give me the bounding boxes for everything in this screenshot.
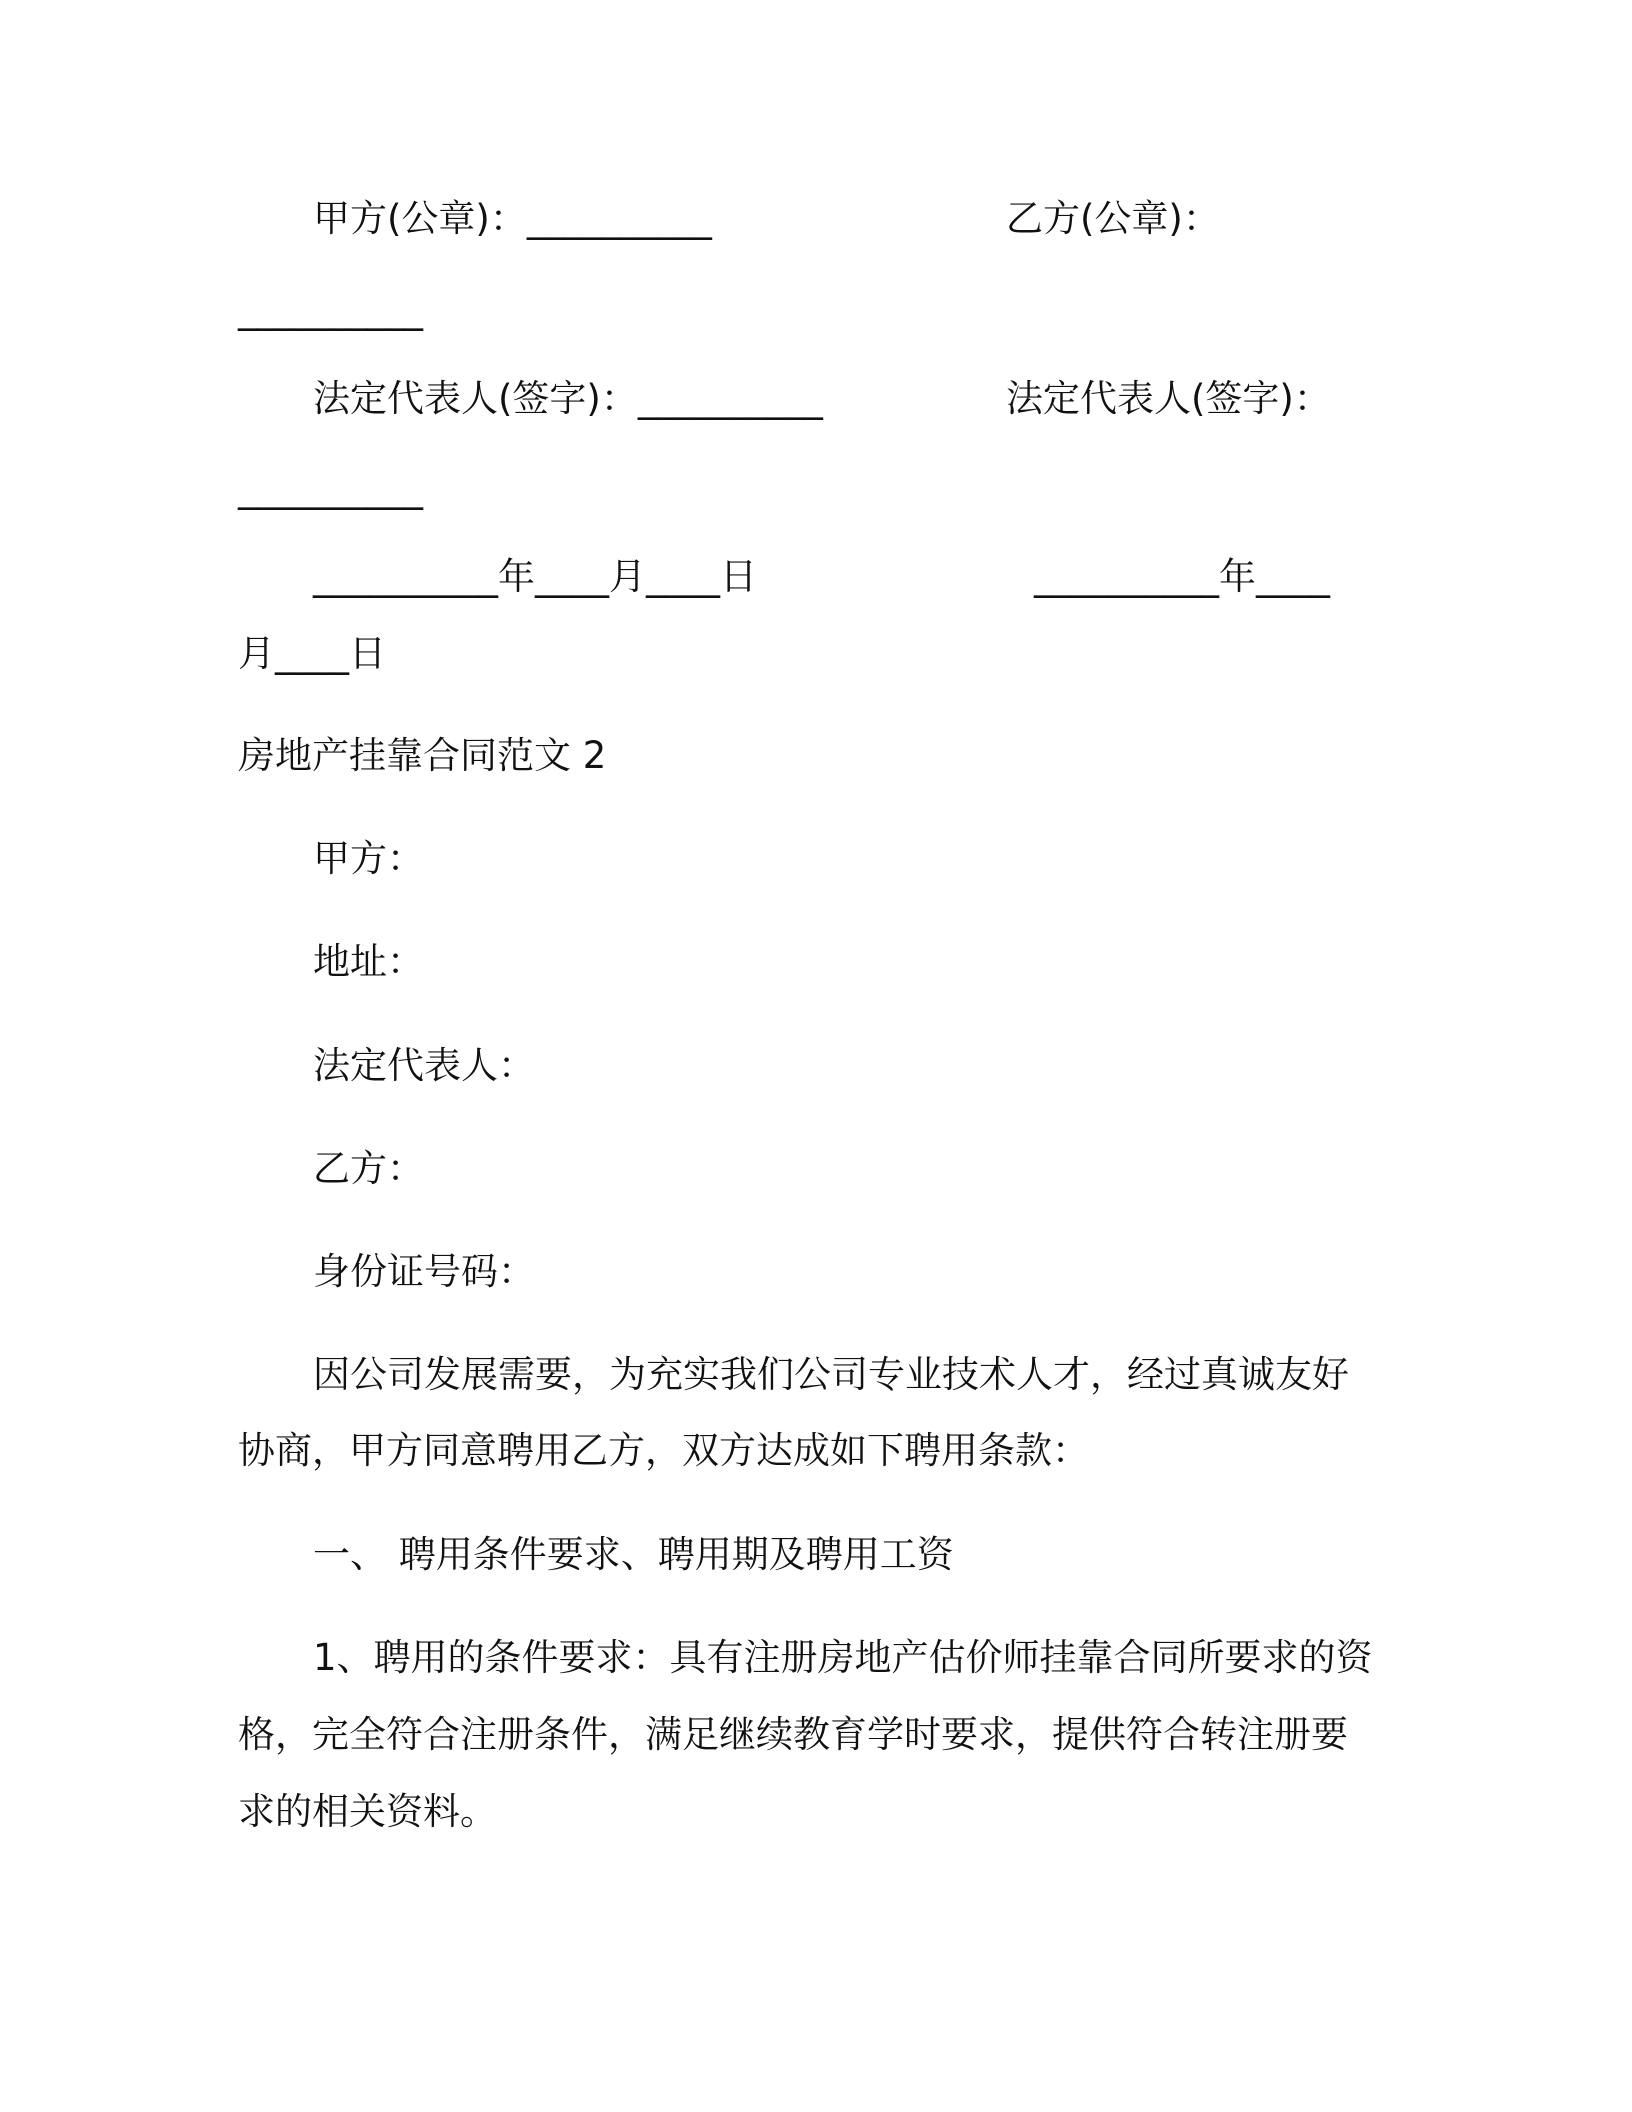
party-b-field: 乙方：	[313, 1147, 424, 1190]
legal-rep-field: 法定代表人：	[313, 1044, 535, 1087]
party-a-date-line: __________年____月____日	[313, 555, 757, 598]
party-b-date-continued: 月____日	[238, 632, 386, 675]
party-b-rep-sign-blank: __________	[238, 467, 423, 510]
address-field: 地址：	[313, 940, 424, 983]
id-number-field: 身份证号码：	[313, 1250, 535, 1293]
contract-title: 房地产挂靠合同范文 2	[238, 734, 607, 777]
section-1-heading: 一、 聘用条件要求、聘用期及聘用工资	[313, 1533, 954, 1576]
party-b-rep-sign-line: 法定代表人(签字)：	[1006, 377, 1331, 420]
clause-1-line-3: 求的相关资料。	[238, 1790, 497, 1833]
clause-1-line-2: 格，完全符合注册条件，满足继续教育学时要求，提供符合转注册要	[238, 1713, 1348, 1756]
party-a-seal-line: 甲方(公章)：__________	[313, 197, 712, 240]
party-b-date-line: __________年____	[1034, 555, 1330, 598]
party-a-field: 甲方：	[313, 837, 424, 880]
party-b-seal-line: 乙方(公章)：	[1006, 197, 1220, 240]
intro-paragraph-line-1: 因公司发展需要，为充实我们公司专业技术人才，经过真诚友好	[313, 1353, 1349, 1396]
party-b-seal-blank: __________	[238, 288, 423, 331]
intro-paragraph-line-2: 协商，甲方同意聘用乙方，双方达成如下聘用条款：	[238, 1429, 1089, 1472]
clause-1-line-1: 1、聘用的条件要求：具有注册房地产估价师挂靠合同所要求的资	[313, 1636, 1373, 1679]
party-a-rep-sign-line: 法定代表人(签字)：__________	[313, 377, 823, 420]
